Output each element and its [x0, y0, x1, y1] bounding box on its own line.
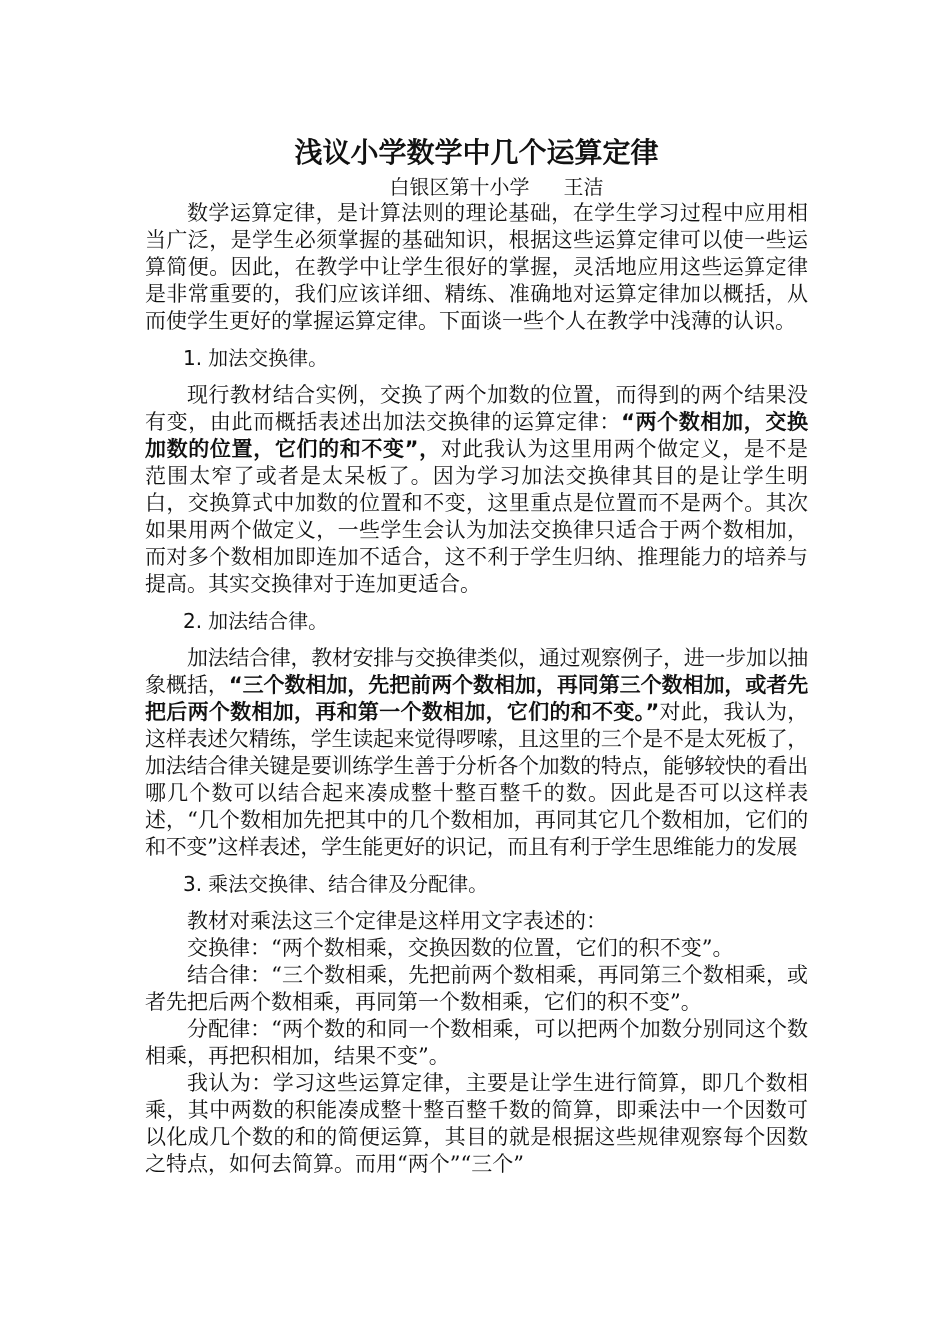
section-3-heading: [145, 871, 808, 898]
section-2-heading: [145, 608, 808, 635]
author-school: 白银区第十小学: [389, 175, 530, 199]
section-3-number: 3.: [183, 872, 203, 896]
section-1-text-a: 现行教材结合实例，交换了两个加数的位置，而得到的两个结果没有变，由此而概括表述出加法交换律的运算定律：: [145, 383, 808, 434]
section-3-title: 乘法交换律、结合律及分配律。: [208, 872, 489, 896]
author-line: [145, 174, 808, 200]
section-2-paragraph: [145, 645, 808, 861]
section-3-opinion-paragraph: 我认为：学习这些运算定律，主要是让学生进行简算，即几个数相乘，其中两数的积能凑成整十整百整千数的简算，即乘法中一个因数可以化成几个数的和的简便运算，其目的就是根据这些规律观察每个因数之特点，如何去简算。而用“两个”“三个”: [145, 1071, 808, 1176]
section-2-text-b: 对此，我认为，这样表述欠精练，学生读起来觉得啰嗦，且这里的三个是不是太死板了，加法结合律关键是要训练学生善于分析各个加数的特点，能够较快的看出哪几个数可以结合起来凑成整十整百整千的数。因此是否可以这样表述，“几个数相加先把其中的几个数相加，再同其它几个数相加，它们的和不变”这样表述，学生能更好的识记，而且有利于学生思维能力的发展: [145, 700, 808, 859]
section-2-number: 2.: [183, 609, 203, 633]
section-2-definition: “三个数相加，先把前两个数相加，再同第三个数相加，或者先把后两个数相加，再和第一个数相加，它们的和不变。”: [145, 673, 808, 724]
document-body: [145, 134, 808, 1178]
distributive-law-line: 分配律：“两个数的和同一个数相乘，可以把两个加数分别同这个数相乘，再把积相加，结果不变”。: [145, 1017, 808, 1068]
document-title: 浅议小学数学中几个运算定律: [294, 136, 659, 169]
section-1-definition: “两个数相加，交换加数的位置，它们的和不变”，: [145, 410, 808, 461]
section-1-number: 1.: [183, 346, 203, 370]
section-1-heading: [145, 345, 808, 372]
associative-law-line: 结合律：“三个数相乘，先把前两个数相乘，再同第三个数相乘，或者先把后两个数相乘，再同第一个数相乘，它们的积不变”。: [145, 963, 808, 1014]
intro-paragraph: 数学运算定律，是计算法则的理论基础，在学生学习过程中应用相当广泛，是学生必须掌握的基础知识，根据这些运算定律可以使一些运算简便。因此，在教学中让学生很好的掌握，灵活地应用这些运算定律是非常重要的，我们应该详细、精练、准确地对运算定律加以概括，从而使学生更好的掌握运算定律。下面谈一些个人在教学中浅薄的认识。: [145, 201, 808, 333]
section-1-paragraph: [145, 382, 808, 598]
section-2-title: 加法结合律。: [208, 609, 329, 633]
author-name: 王洁: [563, 175, 604, 199]
commutative-law-line: 交换律：“两个数相乘，交换因数的位置，它们的积不变”。: [187, 936, 734, 960]
section-3-intro-line: 教材对乘法这三个定律是这样用文字表述的：: [187, 909, 607, 933]
section-1-title: 加法交换律。: [208, 346, 329, 370]
section-2-text-a: 加法结合律，教材安排与交换律类似，通过观察例子，进一步加以抽象概括，: [145, 646, 808, 697]
section-1-text-b: 对此我认为这里用两个做定义，是不是范围太窄了或者是太呆板了。因为学习加法交换律其目的是让学生明白，交换算式中加数的位置和不变，这里重点是位置而不是两个。其次如果用两个做定义，一些学生会认为加法交换律只适合于两个数相加，而对多个数相加即连加不适合，这不利于学生归纳、推理能力的培养与提高。其实交换律对于连加更适合。: [145, 437, 808, 596]
